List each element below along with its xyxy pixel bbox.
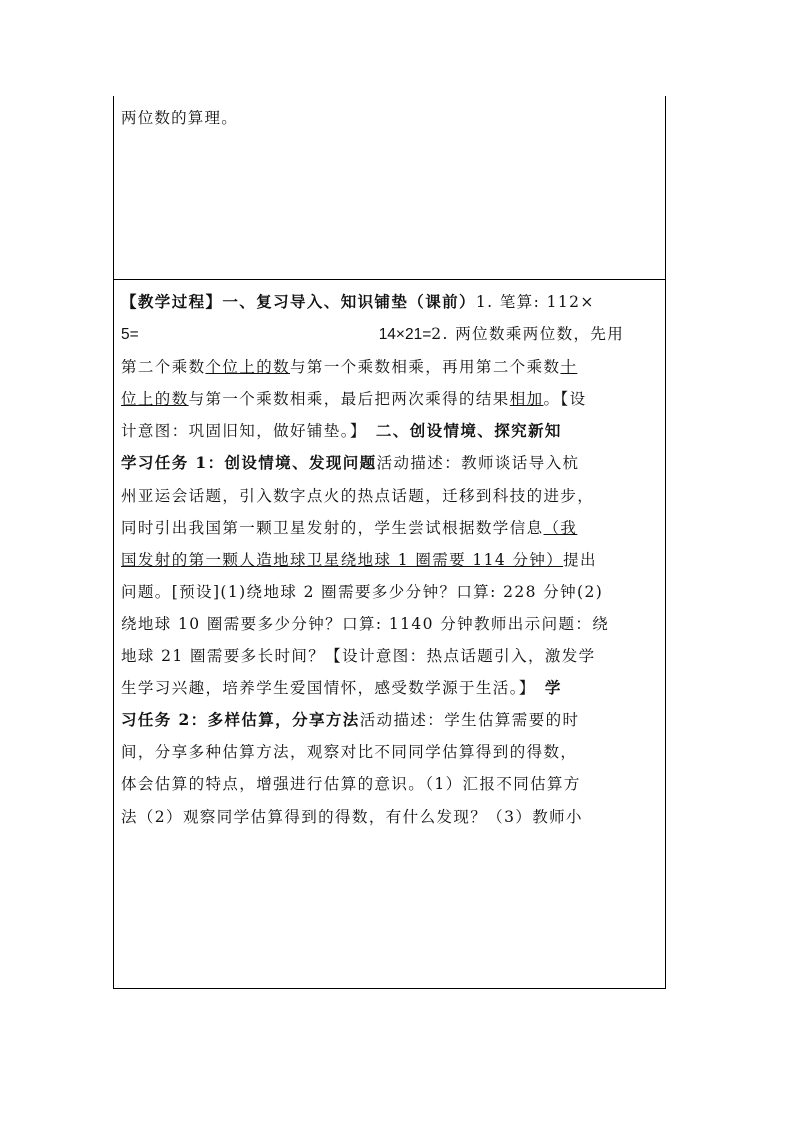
text-segment: 学 <box>544 678 562 698</box>
cell-text: 两位数的算理。 <box>121 109 238 127</box>
text-line <box>121 768 661 800</box>
text-line <box>121 512 661 544</box>
text-segment: 学习任务 1：创设情境、发现问题 <box>121 453 377 473</box>
text-segment: 活动描述：学生估算需要的时 <box>359 711 580 730</box>
text-segment: 与第一个乘数相乘，最后把两次乘得的结果 <box>188 390 510 409</box>
text-segment: 。【设 <box>543 390 587 409</box>
text-line <box>121 480 661 512</box>
text-segment: 5= <box>121 326 139 344</box>
text-segment: 14×21= <box>378 326 432 344</box>
text-segment: 二、创设情境、探究新知 <box>375 421 562 441</box>
text-segment: 同时引出我国第一颗卫星发射的，学生尝试根据数学信息 <box>121 518 544 537</box>
text-segment: 与第一个乘数相乘，再用第二个乘数 <box>290 358 561 377</box>
text-line <box>121 736 661 768</box>
lesson-plan-table <box>113 96 666 989</box>
text-line <box>121 286 661 318</box>
text-segment: 1. 笔算: 112× <box>475 293 595 311</box>
text-segment: 间，分享多种估算方法，观察对比不同同学估算得到的得数， <box>121 743 578 762</box>
text-line <box>121 801 661 833</box>
table-cell-teaching-process <box>121 286 661 833</box>
text-line <box>121 383 661 415</box>
text-segment: 州亚运会话题，引入数字点火的热点话题，迁移到科技的进步， <box>121 486 595 505</box>
text-line <box>121 672 661 704</box>
text-segment: 国发射的第一颗人造地球卫星绕地球 1 圈需要 114 分钟） <box>121 550 564 569</box>
text-segment: 个位上的数 <box>205 358 291 377</box>
text-segment: 十 <box>560 358 578 377</box>
text-line <box>121 608 661 640</box>
text-segment: 地球 21 圈需要多长时间？【设计意图：热点话题引入，激发学 <box>121 647 596 666</box>
text-line <box>121 415 661 447</box>
text-segment: 第二个乘数 <box>121 358 206 377</box>
text-segment: 计意图：巩固旧知，做好铺垫。】 <box>121 422 376 441</box>
table-cell-objectives <box>121 102 661 134</box>
text-line <box>121 318 661 351</box>
table-row-divider <box>114 279 665 280</box>
text-line <box>121 640 661 672</box>
text-line <box>121 447 661 479</box>
text-line <box>121 576 661 608</box>
text-segment: 相加 <box>509 390 544 409</box>
text-segment: 活动描述：教师谈话导入杭 <box>376 454 580 473</box>
text-segment: 法（2）观察同学估算得到的得数，有什么发现？（3）教师小 <box>121 807 583 826</box>
text-segment: 体会估算的特点，增强进行估算的意识。（1）汇报不同估算方 <box>121 775 581 794</box>
text-segment: 2. 两位数乘两位数，先用 <box>431 325 625 344</box>
text-segment: （我 <box>543 518 578 537</box>
text-segment: 位上的数 <box>121 390 189 409</box>
text-segment: 绕地球 10 圈需要多少分钟？口算: 1140 分钟教师出示问题：绕 <box>121 614 610 633</box>
text-segment: 提出 <box>563 550 597 569</box>
text-line <box>121 544 661 576</box>
text-segment: 问题。[预设](1)绕地球 2 圈需要多少分钟？口算: 228 分钟(2) <box>121 582 604 601</box>
text-segment: 生学习兴趣，培养学生爱国情怀，感受数学源于生活。】 <box>121 679 545 698</box>
text-segment: 【教学过程】一、复习导入、知识铺垫（课前） <box>121 292 476 311</box>
text-segment: 习任务 2：多样估算，分享方法 <box>121 710 360 730</box>
text-line <box>121 704 661 736</box>
text-line <box>121 351 661 383</box>
